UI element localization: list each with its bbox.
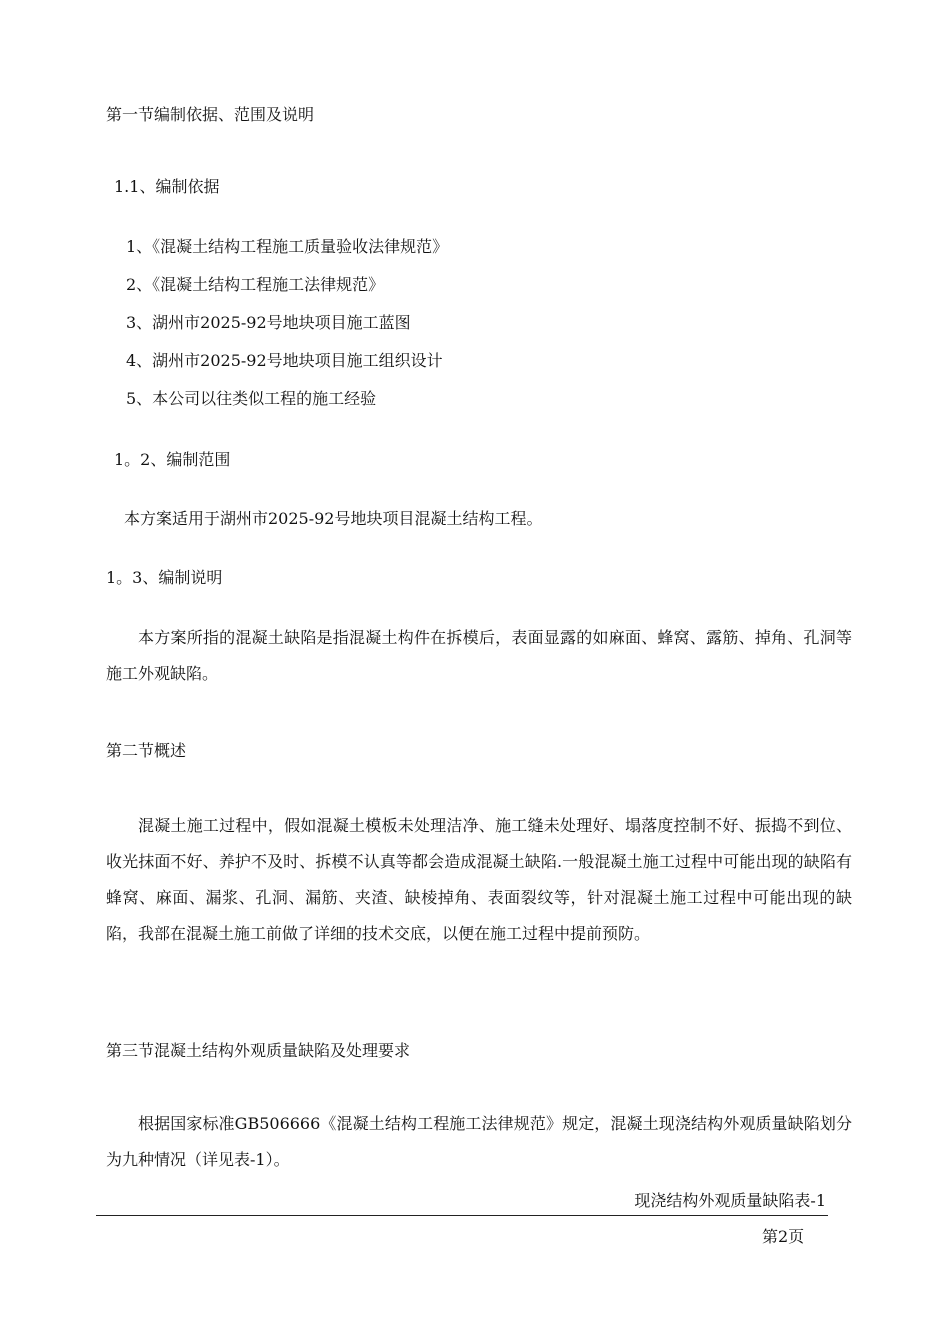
basis-item-5: 5、本公司以往类似工程的施工经验: [126, 389, 377, 408]
section1-heading: 第一节编制依据、范围及说明: [106, 105, 315, 124]
section2-heading: 第二节概述: [106, 741, 187, 760]
basis-item-3: 3、湖州市2025-92号地块项目施工蓝图: [126, 313, 411, 332]
footer-divider: [96, 1215, 828, 1216]
page-number: 第2页: [762, 1227, 805, 1246]
scope-subheading: 1。2、编制范围: [114, 450, 231, 469]
description-subheading: 1。3、编制说明: [106, 568, 223, 587]
basis-item-4: 4、湖州市2025-92号地块项目施工组织设计: [126, 351, 443, 370]
table-caption: 现浇结构外观质量缺陷表-1: [634, 1191, 826, 1210]
description-paragraph: 本方案所指的混凝土缺陷是指混凝土构件在拆模后，表面显露的如麻面、蜂窝、露筋、掉角、孔洞等施工外观缺陷。: [106, 628, 852, 683]
overview-paragraph: 混凝土施工过程中，假如混凝土模板未处理洁净、施工缝未处理好、塌落度控制不好、振捣不到位、收光抹面不好、养护不及时、拆模不认真等都会造成混凝土缺陷.一般混凝土施工过程中可能出现的缺陷有蜂窝、麻面、漏浆、孔洞、漏筋、夹渣、缺棱掉角、表面裂纹等，针对混凝土施工过程中可能出现的缺陷，我部在混凝土施工前做了详细的技术交底，以便在施工过程中提前预防。: [106, 816, 852, 943]
section3-heading: 第三节混凝土结构外观质量缺陷及处理要求: [106, 1041, 411, 1060]
basis-subheading: 1.1、编制依据: [114, 177, 220, 196]
standard-paragraph: 根据国家标准GB506666《混凝土结构工程施工法律规范》规定，混凝土现浇结构外观质量缺陷划分为九种情况（详见表-1）。: [106, 1114, 852, 1169]
basis-item-2: 2、《混凝土结构工程施工法律规范》: [126, 275, 385, 294]
scope-text: 本方案适用于湖州市2025-92号地块项目混凝土结构工程。: [124, 509, 543, 528]
basis-item-1: 1、《混凝土结构工程施工质量验收法律规范》: [126, 237, 449, 256]
